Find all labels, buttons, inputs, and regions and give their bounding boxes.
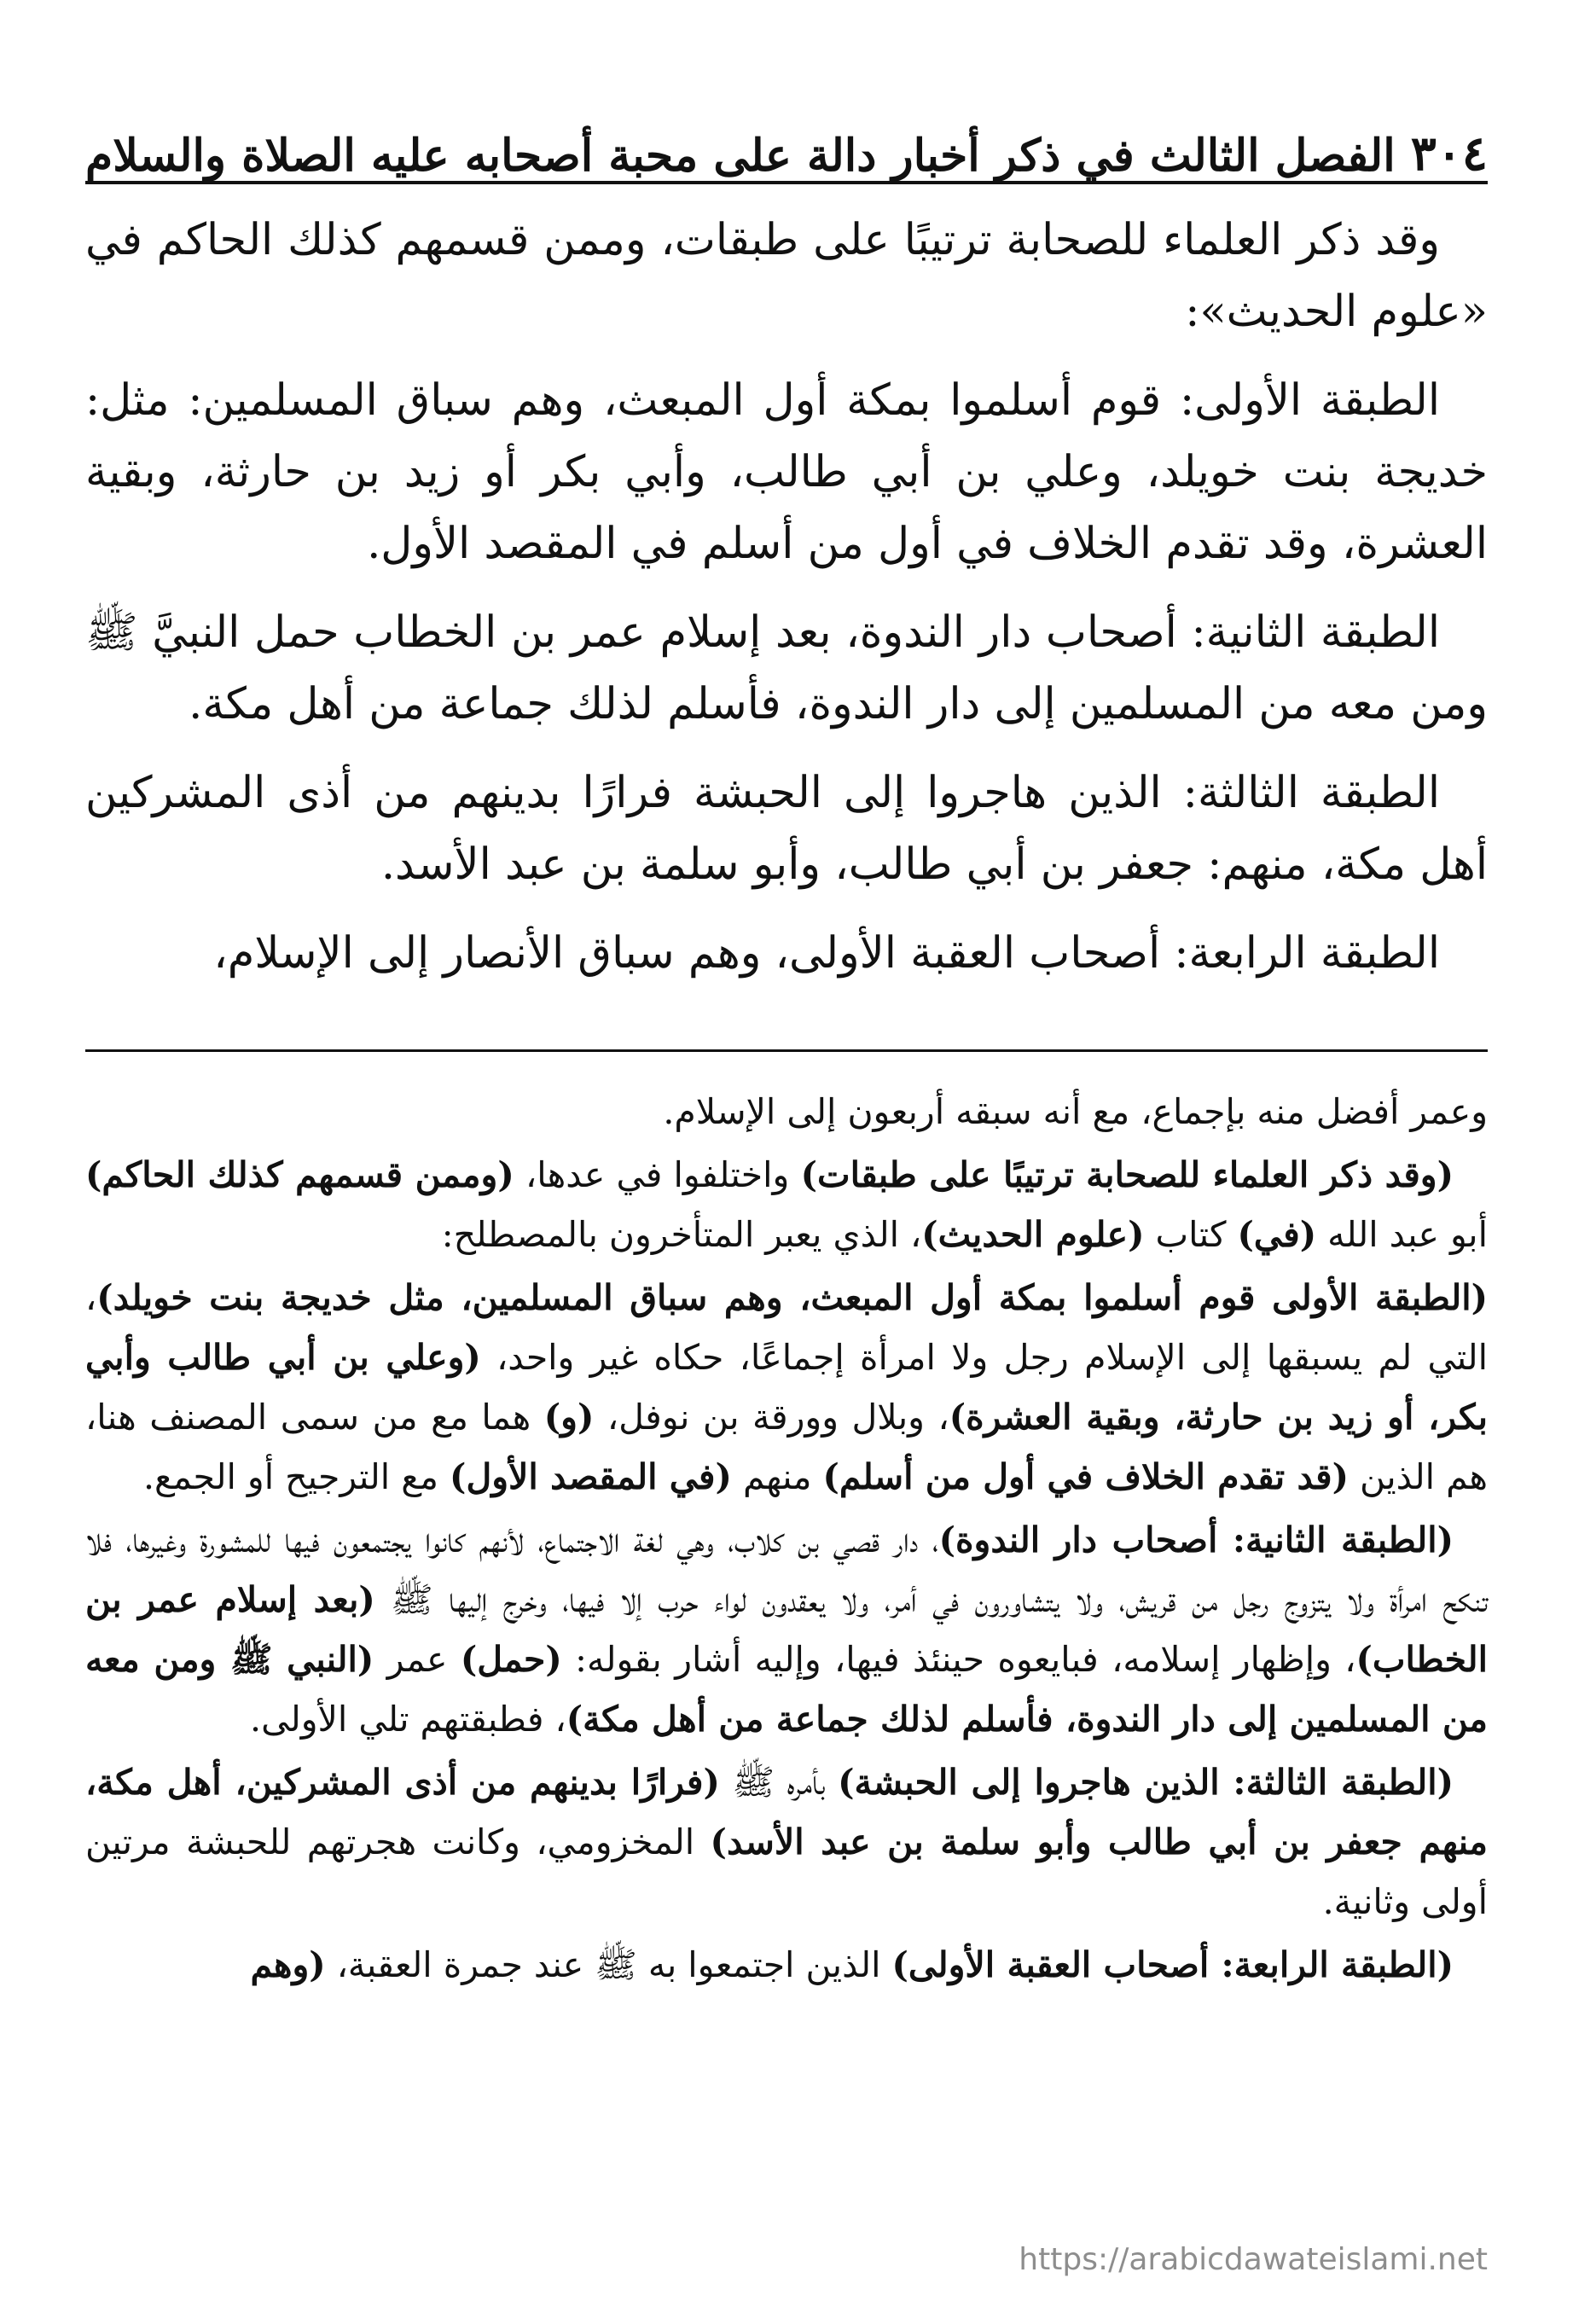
footnote-paragraph — [85, 1268, 1488, 1507]
quoted-text: (الطبقة الثالثة: الذين هاجروا إلى الحبشة) — [838, 1762, 1454, 1803]
footnote-paragraph — [85, 1145, 1488, 1264]
quoted-text: (الطبقة الثانية: أصحاب دار الندوة) — [938, 1519, 1454, 1560]
commentary-text: بأمره ﷺ — [719, 1762, 839, 1803]
main-paragraph: وقد ذكر العلماء للصحابة ترتيبًا على طبقات، وممن قسمهم كذلك الحاكم في «علوم الحديث»: — [85, 215, 1488, 337]
book-page — [85, 0, 1488, 2324]
footnote-paragraph — [85, 1935, 1488, 1995]
quoted-text: (قد تقدم الخلاف في أول من أسلم) — [822, 1456, 1349, 1497]
commentary-text: ، دار قصي بن كلاب، وهي لغة الاجتماع، لأنهم كانوا يجتمعون فيها للمشورة وغيرها، فلا تنكح امرأة ولا يتزوج رجل من قريش، ولا يتشاورون في أمر، ولا يعقدون لواء حرب إلا فيها، وخرج إليها ﷺ — [85, 1519, 1489, 1620]
quoted-text: (علوم الحديث) — [921, 1214, 1145, 1255]
commentary-text: ، التي لم يسبقها إلى الإسلام رجل ولا امرأة إجماعًا، حكاه غير واحد، — [85, 1277, 1488, 1378]
quoted-text: (و) — [543, 1397, 595, 1438]
quoted-text: (فرارًا بدينهم من أذى المشركين، أهل مكة، منهم جعفر بن أبي طالب وأبو سلمة بن عبد الأسد) — [85, 1762, 1488, 1862]
footnotes — [85, 1082, 1488, 1998]
main-paragraph: الطبقة الأولى: قوم أسلموا بمكة أول المبعث، وهم سباق المسلمين: مثل: خديجة بنت خويلد، وعلي بن أبي طالب، وأبي بكر أو زيد بن حارثة، وبقية العشرة، وقد تقدم الخلاف في أول من أسلم في المقصد الأول. — [85, 375, 1488, 569]
quoted-text: (بعد إسلام عمر بن الخطاب) — [85, 1579, 1488, 1680]
page-number: ٣٠٤ — [1410, 125, 1488, 182]
quoted-text: (وعلي بن أبي طالب وأبي بكر، أو زيد بن حارثة، وبقية العشرة) — [85, 1337, 1489, 1438]
commentary-text: ، وإظهار إسلامه، فبايعوه حينئذ فيها، وإليه أشار بقوله: — [561, 1639, 1356, 1680]
quoted-text: (في المقصد الأول) — [450, 1456, 732, 1497]
commentary-text: ، فطبقتهم تلي الأولى. — [250, 1699, 566, 1740]
header-divider — [85, 181, 1488, 184]
quoted-text: (وقد ذكر العلماء للصحابة ترتيبًا على طبقات) — [800, 1154, 1454, 1195]
footnote-paragraph: وعمر أفضل منه بإجماع، مع أنه سبقه أربعون إلى الإسلام. — [663, 1091, 1488, 1132]
quoted-text: (وممن قسمهم كذلك الحاكم) — [85, 1154, 514, 1195]
commentary-text: الذين اجتمعوا به ﷺ عند جمرة العقبة، — [325, 1944, 892, 1985]
commentary-text: المخزومي، وكانت هجرتهم للحبشة مرتين أولى وثانية. — [85, 1821, 1488, 1922]
footnote-paragraph — [85, 1510, 1488, 1749]
commentary-text: واختلفوا في عدها، — [514, 1154, 801, 1195]
main-paragraph: الطبقة الثالثة: الذين هاجروا إلى الحبشة فرارًا بدينهم من أذى المشركين أهل مكة، منهم: جعفر بن أبي طالب، وأبو سلمة بن عبد الأسد. — [85, 768, 1488, 890]
commentary-text: ، وبلال وورقة بن نوفل، — [594, 1397, 949, 1438]
page-header — [85, 101, 1488, 183]
commentary-text: مع الترجيح أو الجمع. — [142, 1456, 450, 1497]
commentary-text: هما مع من سمى المصنف هنا، هم الذين — [85, 1397, 1488, 1497]
commentary-text: منهم — [731, 1456, 823, 1497]
quoted-text: (الطبقة الأولى قوم أسلموا بمكة أول المبعث، وهم سباق المسلمين، مثل خديجة بنت خويلد) — [96, 1277, 1488, 1318]
quoted-text: (وهم — [250, 1944, 326, 1985]
main-paragraph: الطبقة الثانية: أصحاب دار الندوة، بعد إسلام عمر بن الخطاب حمل النبيَّ ﷺ ومن معه من المسلمين إلى دار الندوة، فأسلم لذلك جماعة من أهل مكة. — [85, 607, 1488, 729]
chapter-title: الفصل الثالث في ذكر أخبار دالة على محبة أصحابه عليه الصلاة والسلام — [85, 129, 1396, 182]
footnote-divider — [85, 1049, 1488, 1052]
quoted-text: (الطبقة الرابعة: أصحاب العقبة الأولى) — [891, 1944, 1454, 1985]
source-watermark: https://arabicdawateislami.net — [1019, 2242, 1488, 2277]
main-text — [85, 205, 1488, 1007]
quoted-text: (النبي ﷺ ومن معه من المسلمين إلى دار الندوة، فأسلم لذلك جماعة من أهل مكة) — [85, 1639, 1488, 1740]
main-paragraph: الطبقة الرابعة: أصحاب العقبة الأولى، وهم سباق الأنصار إلى الإسلام، — [213, 928, 1440, 979]
quoted-text: (حمل) — [460, 1639, 562, 1680]
quoted-text: (في) — [1237, 1214, 1317, 1255]
commentary-text: ، الذي يعبر المتأخرون بالمصطلح: — [441, 1214, 922, 1255]
commentary-text: أبو عبد الله — [1316, 1214, 1488, 1255]
footnote-paragraph — [85, 1752, 1488, 1932]
commentary-text: كتاب — [1144, 1214, 1238, 1255]
commentary-text: عمر — [374, 1639, 461, 1680]
